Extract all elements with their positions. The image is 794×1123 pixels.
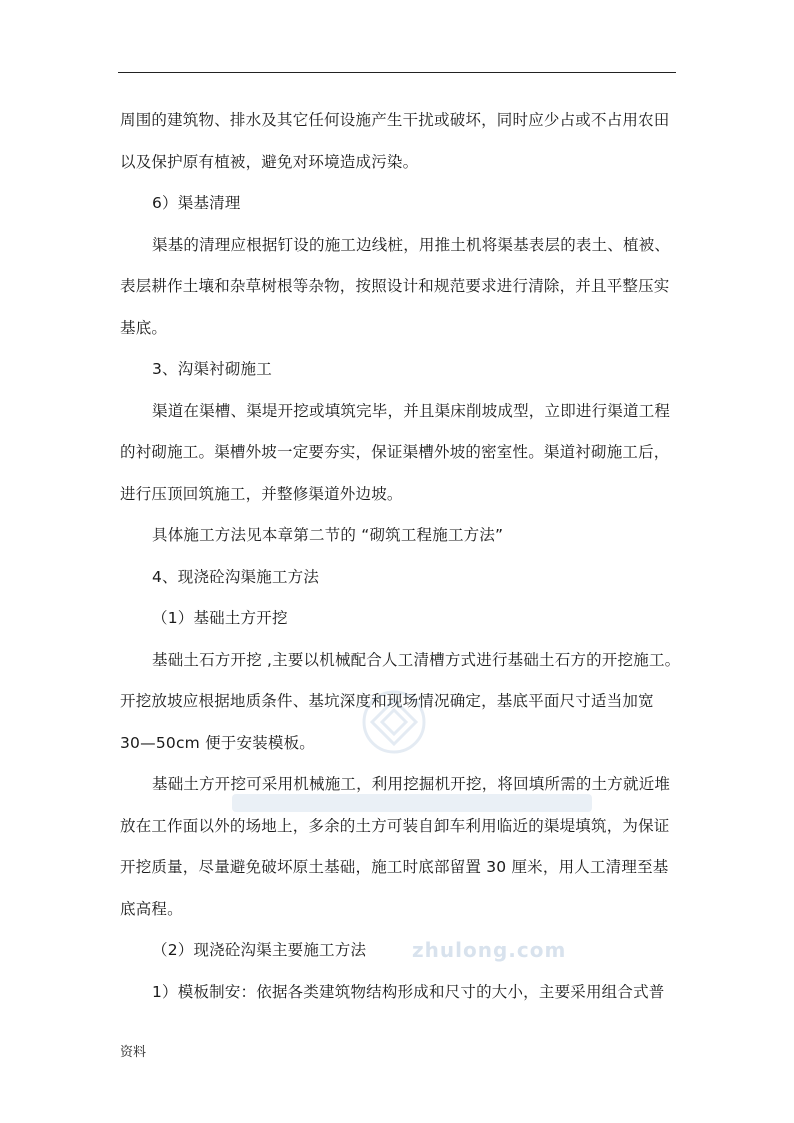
watermark-band-icon	[232, 788, 592, 818]
paragraph-line: 周围的建筑物、排水及其它任何设施产生干扰或破坏，同时应少占或不占用农田	[120, 111, 670, 129]
section-heading: （2）现浇砼沟渠主要施工方法	[152, 941, 367, 959]
paragraph-line: 以及保护原有植被，避免对环境造成污染。	[120, 152, 419, 171]
watermark-text: zhulong.com	[412, 938, 567, 962]
section-heading: 6）渠基清理	[152, 194, 241, 212]
section-heading: （1）基础土方开挖	[152, 609, 288, 627]
paragraph-line: 的衬砌施工。渠槽外坡一定要夯实，保证渠槽外坡的密室性。渠道衬砌施工后，	[120, 443, 670, 461]
paragraph-line: 基础土石方开挖 ,主要以机械配合人工清槽方式进行基础土石方的开挖施工。	[152, 650, 681, 669]
paragraph-line: 表层耕作土壤和杂草树根等杂物，按照设计和规范要求进行清除，并且平整压实	[120, 277, 670, 295]
watermark-logo-icon	[358, 686, 430, 758]
section-heading: 3、沟渠衬砌施工	[152, 360, 272, 378]
paragraph-line: 进行压顶回筑施工，并整修渠道外边坡。	[120, 484, 403, 503]
paragraph-line: 底高程。	[120, 899, 183, 918]
paragraph-line: 30—50cm 便于安装模板。	[120, 733, 315, 752]
paragraph-line: 开挖质量，尽量避免破坏原土基础，施工时底部留置 30 厘米，用人工清理至基	[120, 858, 669, 876]
paragraph-line: 开挖放坡应根据地质条件、基坑深度和现场情况确定，基底平面尺寸适当加宽	[120, 692, 654, 710]
paragraph-line: 具体施工方法见本章第二节的 “砌筑工程施工方法”	[152, 526, 504, 544]
footer-label: 资料	[120, 1045, 147, 1060]
paragraph-line: 基底。	[120, 318, 168, 337]
document-body	[120, 100, 680, 1013]
paragraph-line: 渠基的清理应根据钉设的施工边线桩，用推土机将渠基表层的表土、植被、	[152, 235, 671, 254]
header-rule	[118, 72, 676, 73]
paragraph-line: 1）模板制安：依据各类建筑物结构形成和尺寸的大小，主要采用组合式普	[152, 982, 665, 1001]
section-heading: 4、现浇砼沟渠施工方法	[152, 567, 320, 586]
paragraph-line: 放在工作面以外的场地上，多余的土方可装自卸车利用临近的渠堤填筑，为保证	[120, 816, 670, 835]
paragraph-line: 基础土方开挖可采用机械施工，利用挖掘机开挖，将回填所需的土方就近堆	[152, 775, 671, 793]
paragraph-line: 渠道在渠槽、渠堤开挖或填筑完毕，并且渠床削坡成型，立即进行渠道工程	[152, 401, 671, 420]
